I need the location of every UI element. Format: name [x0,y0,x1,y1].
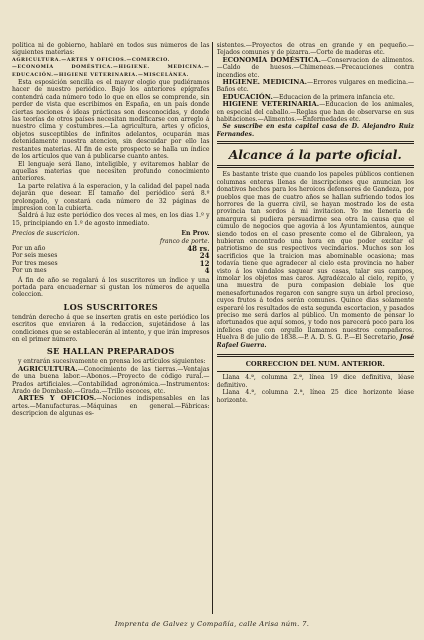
subscription-text: Se suscribe en esta capital casa de D. Alejandro Ruiz Fernandes. [216,123,415,138]
price-label: Precios de suscricion. [12,230,80,238]
intro-text: política ni de gobierno, hablaré en todos sus números de las siguientes materias: [12,42,210,57]
price-row-label: Por seis meses [12,252,58,260]
paragraph-6: tendrán derecho á que se inserten gratis en este periódico los escritos que enviaren á la redaccion, sujetándose á las condiciones que se establecerán al intento, y que irán impresos en el primer número. [12,313,210,344]
price-table [12,230,210,274]
right-column [217,42,415,614]
price-row [12,260,210,267]
heading-preparados: SE HALLAN PREPARADOS [46,346,175,357]
column-divider [212,42,213,614]
economy-text: —Conservacion de alimentos.—Caldo de huesos.—Chimeneas.—Precauciones contra incendios etc. [216,56,415,79]
agriculture-entry [12,366,210,396]
two-column-layout [12,42,414,614]
paragraph-7: y entrarán sucesivamente en prensa los artículos siguientes: [18,358,206,366]
subjects-line-2: —ECONOMÍA DOMÉSTICA.—HIGIENE. MEDICINA.—EDUCACIÓN.—HIGIENE VETERINARIA.—MISCELÁNEA. [12,64,210,78]
price-row-value: 12 [199,258,210,268]
hygiene-entry [217,79,415,94]
correction-title: CORRECCION DEL NUM. ANTERIOR. [245,360,385,369]
hygiene-text: —Errores vulgares en medicina.—Baños etc. [216,79,414,94]
official-body [217,171,415,349]
price-row-label: Por un año [12,244,46,252]
left-column [12,42,210,614]
section-rule [217,354,415,357]
price-note-row [12,238,210,245]
paragraph-2: El lenguaje será llano, inteligible, y evitaremos hablar de aquellas materias que necesiten profundo conocimiento anteriores. [12,160,210,183]
price-row [12,252,210,259]
correction-1: Llana 4.ª, columna 2.ª, línea 19 dice definitiva, léase definitivo. [216,374,415,389]
price-note: franco de porte. [159,237,210,245]
subjects-line-1: AGRICULTURA.—ARTES Y OFICIOS.—COMERCIO. [12,56,170,63]
price-row-value: 48 rs. [187,243,210,253]
hygiene-head: HIGIENE. MEDICINA. [222,78,308,87]
section-rule [217,141,415,144]
arts-entry [12,395,210,417]
section-title: Alcance á la parte oficial. [228,148,402,163]
section-rule [217,165,415,168]
price-row-value: 4 [204,266,210,276]
education-head: EDUCACIÓN. [222,92,273,101]
paragraph-1: Esta esposición sencilla es el mayor elogio que pudiéramos hacer de nuestro periódico. Bajo los anteriores epígrafes contendrá cada número todo lo que en ellos se comprende, sin perder de vista que escribimos en España, en un país donde ciertas nociones é ideas prácticas son desconocidas, y donde las teorías de otros países necesitan modificarse con arreglo á nuestro clima y costumbres.—La agricultura, artes y oficios, objetos susceptibles de infinitos adelantos, ocuparán mas detenidamente nuestra atencion, sin descuidar por ello las restantes materias. Al fin de este prospecto se halla un índice de los artículos que van á publicarse cuanto antes. [12,79,210,161]
veterinary-entry [217,101,415,123]
agriculture-text: —Conocimiento de las tierras.—Ventajas de una buena labor.—Abonos.—Proyecto de código rural.—Prados artificiales.—Contabilidad agronómica.—Instrumentos: Arado de Dombasle.—Grada.—Trillo escoces, etc. [12,365,210,396]
economy-head: ECONOMÍA DOMÉSTICA. [222,55,321,64]
price-header [12,230,210,237]
education-text: —Educacion de la primera infancia etc. [272,93,395,101]
agriculture-head: AGRICULTURA. [18,364,78,373]
price-row-label: Por tres meses [12,259,58,267]
price-row [12,267,210,274]
veterinary-text: —Educacion de los animales, en especial del caballo.—Reglas que han de observarse en sus habitaciones.—Alimentos.—Enfermedades etc. [216,101,415,124]
correction-rule [217,371,415,372]
paragraph-4: Saldrá á luz este periódico dos veces al mes, en los dias 1.º y 15, principiando en 1.º de agosto inmediato. [12,212,210,227]
imprint-footer: Imprenta de Galvez y Compañía, calle Arisa núm. 7. [114,620,310,628]
continuation-text: sistentes.—Proyectos de otras en grande y en pequeño.—Tejados comunes y de pizarra.—Corte de maderas etc. [216,42,415,57]
official-body-text: Es bastante triste que cuando los papeles públicos contienen columnas enteras llenas de inscripciones que anuncian los donativos hechos para los heroicos defensores de Gandeza, por pueblos que mas de cuatro años se hallan sufriendo todos los horrores de la guerra civil, se hayan mostrado los de esta provincia tan sordos á mi invitacion. Yo me lleneria de amargura si pudiera persuadirme sea otra la causa que el cúmulo de negocios que agovia á los Ayuntamientos, aunque siendo todos en el caso presente como el de Gibraleon, ya hubieran encontrado una hora en que poder excitar el patriotismo de sus respectivos vecindarios. Muchos son los sacrificios que la traicion mas abominable ocasiona; mas todavía tiene que agradecer al cielo esta provincia no haber visto á los vándalos saquear sus casas, talar sus campos, inmolar los objetos mas caros. Agradézcalo al cielo, repito, y una muestra de pura compasion debiale los que menesafortunados regaron con sangre suya un árbol precioso, cuyos frutos á todos serán comunes. Quince dias solamente esperaré los resultados de esta segunda escortacion, y pasados preciso me será darlos al público. Un momento de pensar lo afortunados que aquí somos, y todo nos parecerá poco para los infelices que con orgullo llamamos nuestros compañeros. Huelva 8 de julio de 1838.—P. A. D. S. G. P.—El Secretario, [216,171,415,342]
paragraph-5: Á fin de año se regalará á los suscritores un índice y una portada para encuadernar si gustan los números de aquella coleccion. [12,276,210,299]
economy-entry [217,57,415,79]
correction-2: Llana 4.ª, columna 2.ª, línea 25 dice horizonte léase horizonte. [216,389,415,404]
price-row-value: 24 [199,251,210,261]
arts-head: ARTES Y OFICIOS. [18,394,97,403]
arts-text: —Nociones indispensables en las artes.—Manufacturas.—Máquinas en general.—Fábricas: descripcion de algunas es- [12,395,210,418]
veterinary-head: HIGIENE VETERINARIA. [222,100,320,109]
price-row-label: Por un mes [12,267,47,275]
paragraph-3: La parte relativa á la esperacion, y la calidad del papel nada dejarán que desear. El tamaño del periódico será 8.º prolongado, y constará cada número de 32 páginas de impresion con la cubierta. [12,182,210,212]
subscription-note [217,123,415,138]
price-row [12,245,210,252]
heading-suscritores: LOS SUSCRITORES [63,301,158,312]
price-col-label: En Prov. [181,230,210,238]
signature: José Rafael Guerra. [216,334,415,349]
